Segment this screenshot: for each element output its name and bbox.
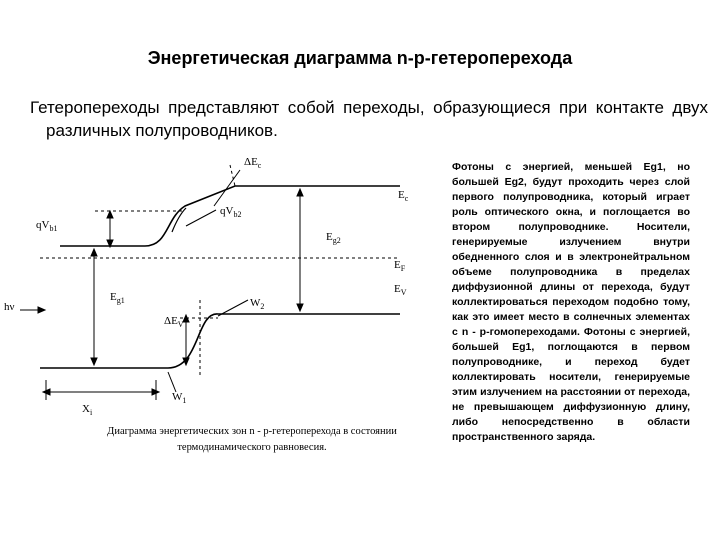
delta-ec-pointer <box>214 170 240 206</box>
qvb2-pointer <box>186 210 216 226</box>
page-title: Энергетическая диаграмма n-p-гетероперехода <box>147 48 573 68</box>
intro-text: Гетеропереходы представляют собой переходы, образующиеся при контакте двух различных полупроводников. <box>30 98 708 140</box>
xi-label: $X_i$ <box>82 403 93 417</box>
hv-label: hν <box>4 301 15 313</box>
eg1-label: $E_{g1}$ <box>110 291 125 305</box>
diagram-caption <box>60 424 444 456</box>
eg2-label: $E_{g2}$ <box>326 231 341 245</box>
w1-label: $W_1$ <box>172 391 187 405</box>
qvb2-label: $qV_{b2}$ <box>220 205 242 219</box>
qvb1-label: $qV_{b1}$ <box>36 219 58 233</box>
ef-label: $E_F$ <box>394 259 406 273</box>
ec-label: $E_c$ <box>398 189 409 203</box>
w2-label: $W_2$ <box>250 297 265 311</box>
ev-label: $E_V$ <box>394 283 407 297</box>
w1-pointer <box>168 372 176 392</box>
caption-line-2: термодинамического равновесия. <box>177 442 327 453</box>
caption-line-1: Диаграмма энергетических зон n - p-гетероперехода в состоянии <box>107 426 397 437</box>
description-text: Фотоны с энергией, меньшей Eg1, но большей Eg2, будут проходить через слой первого полупроводника, который играет роль оптического окна, и поглощается во втором полупроводнике. Носители, генерируемые излучением внутри обедненного слоя и в электронейтральном объеме полупроводника в пределах диффузионной длины от перехода, будут коллектироваться переходом подобно тому, как это имеет место в солнечных элементах с n - p-гомопереходами. Фотоны с энергией, большей Eg1, поглощаются в первом полупроводнике, и переход будет коллектировать носители, генерируемые этим излучением на расстоянии от перехода, не превышающем диффузионную длину, либо непосредственно в области пространственного заряда. <box>452 161 690 443</box>
delta-ev-label: $\Delta E_V$ <box>164 315 184 329</box>
delta-ec-label: $\Delta E_c$ <box>244 156 262 170</box>
